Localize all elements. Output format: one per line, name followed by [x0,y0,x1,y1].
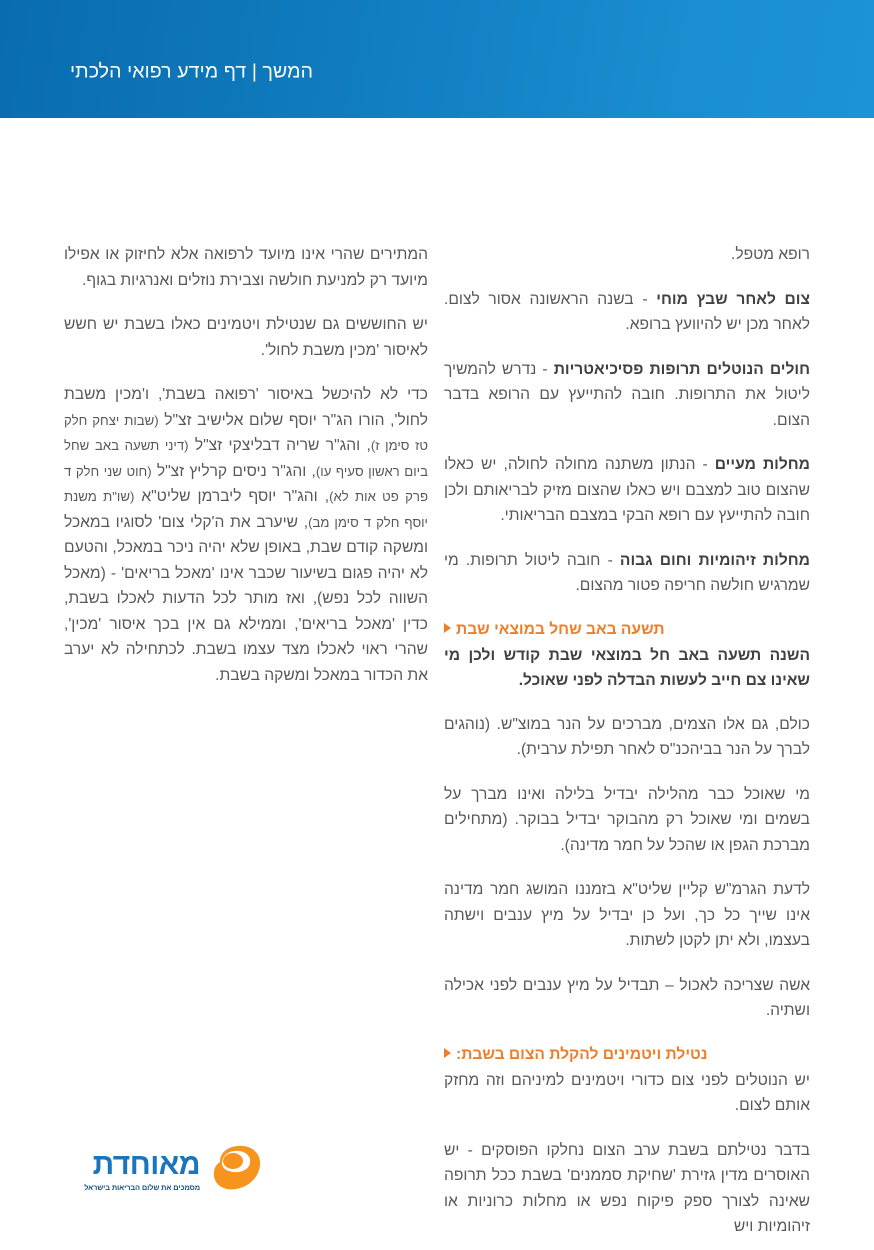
source-citation: (חוט שני חלק ד פרק פט אות לא) [64,463,429,504]
paragraph-woman-eating: אשה שצריכה לאכול – תבדיל על מיץ ענבים לפני אכילה ושתיה. [444,976,810,1019]
ruling-text-part: , והג"ר שריה דבליצקי זצ"ל [188,437,371,454]
ruling-text-part: , והג"ר יוסף ליברמן שליט"א [134,488,330,505]
paragraph-permitting-opinion: המתירים שהרי אינו מיועד לרפואה אלא לחיזוק או אפילו מיועד רק למניעת חולשה וצבירת נוזלים ואנרגיות בגוף. [64,246,428,289]
paragraph-text: - הנתון משתנה מחולה לחולה, יש כאלו שהצום טוב למצבם ויש כאלו שהצום מזיק לבריאותם ולכן חובה להתייעץ עם רופא הבקי במצבם הבריאותי. [444,456,810,524]
logo-wordmark: מאוחדת [92,1148,200,1181]
section-heading-tisha-beav [444,618,810,642]
meuhedet-logo [72,1144,262,1204]
paragraph-halachic-rulings [64,382,428,688]
source-citation: (שו"ת משנת יוסף חלק ד סימן מב) [64,489,428,530]
paragraph-vitamins-before-fast: יש הנוטלים לפני צום כדורי ויטמינים למיניהם וזה מחזק אותם לצום. [444,1071,810,1114]
paragraph-tzom-shavatz-mochi [444,287,810,338]
section-heading-vitamins [444,1043,810,1067]
logo-tagline: מסמכים את שלום הבריאות בישראל [84,1183,200,1192]
section-heading-label: תשעה באב שחל במוצאי שבת [456,620,665,638]
paragraph-infectious-disease-fever [444,548,810,599]
paragraph-rofe-metapel [444,242,810,268]
triangle-bullet-icon [444,623,451,633]
paragraph-lead-in: מחלות מעיים [714,456,810,473]
paragraph-text: - חובה ליטול תרופות. מי שמרגיש חולשה חריפה פטור מהצום. [444,551,810,594]
paragraph-bowel-disease [444,452,810,529]
page-header [0,0,874,118]
paragraph-text: - נדרש להמשיך ליטול את התרופות. חובה להתייעץ עם הרופא בדבר הצום. [444,360,810,429]
paragraph-candle-blessing: כולם, גם אלו הצמים, מברכים על הנר במוצ"ש. (נוהגים לברך על הנר בביהכנ"ס לאחר תפילת ערבית). [444,715,810,758]
paragraph-lead-in: חולים הנוטלים תרופות פסיכיאטריות [553,360,810,378]
paragraph-text: - בשנה הראשונה אסור לצום. לאחר מכן יש להיוועץ ברופא. [444,290,810,333]
paragraph-preparation-concern: יש החוששים גם שנטילת ויטמינים כאלו בשבת יש חשש לאיסור 'מכין משבת לחול'. [64,316,428,359]
ruling-text-part: כדי לא להיכשל באיסור 'רפואה בשבת', ו'מכין משבת לחול', הורו הג"ר יוסף שלום אלישיב זצ"ל [64,386,428,429]
paragraph-psychiatric-medication [444,357,810,434]
ruling-text-part: , שיערב את ה'קלי צום' לסוגיו במאכל ומשקה קודם שבת, באופן שלא יהיה ניכר במאכל, והטעם לא יהיה פגום בשיעור שכבר אינו 'מאכל בריאים' - (מאכל השווה לכל נפש), ואז מותר לכל הדעות לאכלו בשבת, כדין 'מאכל בריאים', וממילא גם אין בכך איסור 'מכין', שהרי ראוי לאכלו מצד עצמו בשבת. לכתחילה לא יערב את הכדור במאכל ומשקה בשבת. [64,513,428,684]
paragraph-text: רופא מטפל. [730,246,810,263]
section-heading-label: נטילת ויטמינים להקלת הצום בשבת: [456,1045,708,1063]
source-citation: (דיני תשעה באב שחל ביום ראשון סעיף עו) [64,438,428,479]
triangle-bullet-icon [444,1048,451,1058]
ruling-text-part: , והג"ר ניסים קרליץ זצ"ל [151,462,316,480]
section-subheading-tisha-beav: השנה תשעה באב חל במוצאי שבת קודש ולכן מי שאינו צם חייב לעשות הבדלה לפני שאוכל. [444,646,810,689]
content-column-left [64,242,428,688]
page-body [0,118,874,1250]
paragraph-chamar-medina: לדעת הגרמ"ש קליין שליט"א בזמננו המושג חמר מדינה אינו שייך כל כך, ועל כן יבדיל על מיץ ענבים וישתה בעצמו, ולא יתן לקטן לשתות. [444,881,810,949]
source-citation: (שבות יצחק חלק טז סימן ז) [64,412,428,453]
paragraph-shabbat-vitamins-dispute: בדבר נטילתם בשבת ערב הצום נחלקו הפוסקים - יש האוסרים מדין גזירת 'שחיקת סממנים' בשבת ככל תרופה שאינה לצורך ספק פיקוח נפש או מחלות כרוניות או זיהומיות ויש [444,1141,810,1235]
paragraph-lead-in: מחלות זיהומיות וחום גבוה [619,551,810,569]
page-title: המשך | דף מידע רפואי הלכתי [70,60,314,83]
logo-bean-swoosh-icon [206,1144,262,1192]
paragraph-lead-in: צום לאחר שבץ מוחי [656,290,810,308]
paragraph-havdalah-timing: מי שאוכל כבר מהלילה יבדיל בלילה ואינו מברך על בשמים ומי שאוכל רק מהבוקר יבדיל בבוקר. (מתחילים מברכת הגפן או שהכל על חמר מדינה). [444,785,810,854]
content-column-right [444,242,810,1240]
